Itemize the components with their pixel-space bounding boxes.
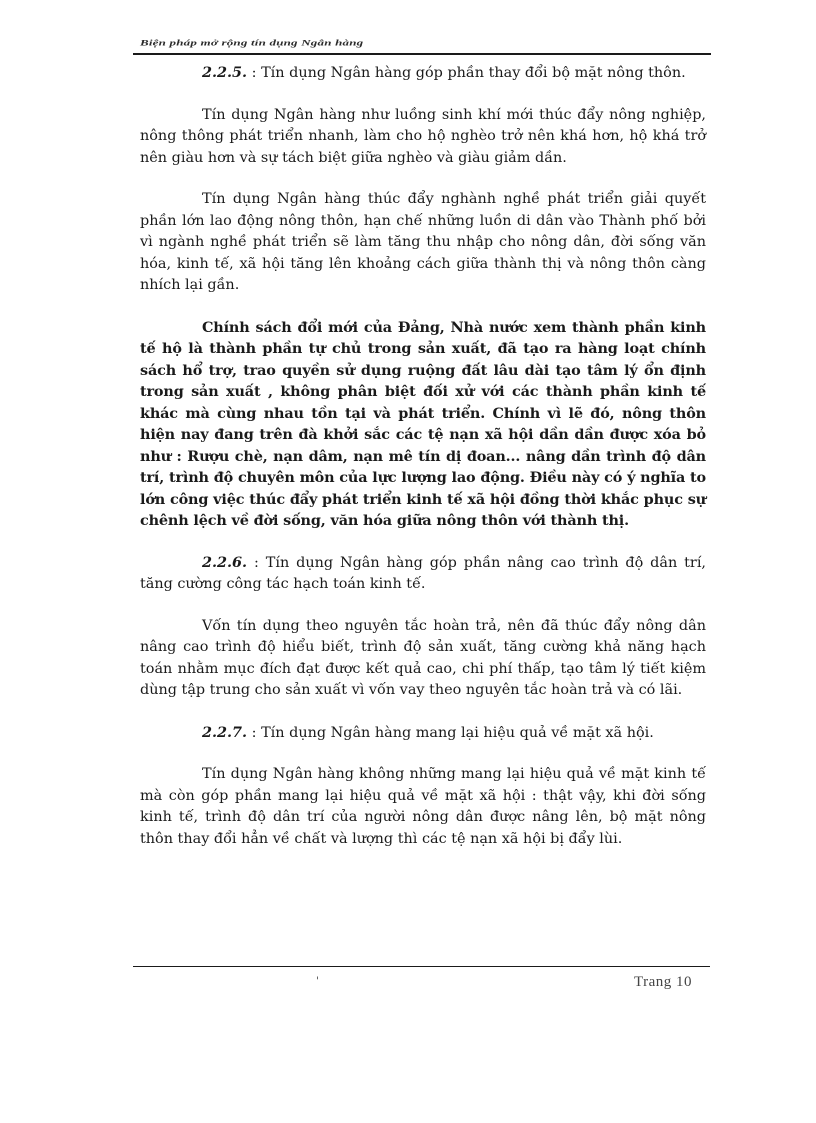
header-divider [133,53,711,55]
paragraph: Tín dụng Ngân hàng thúc đẩy nghành nghề phát triển giải quyết phần lớn lao động nông thôn, hạn chế những luồn di dân vào Thành phố bởi vì ngành nghề phát triển sẽ làm tăng thu nhập cho nông dân, đời sống văn hóa, kinh tế, xã hội tăng lên khoảng cách giữa thành thị và nông thôn càng nhích lại gần. [140,191,706,293]
section-heading-2-2-7 [140,722,706,745]
paragraph: Tín dụng Ngân hàng không những mang lại hiệu quả về mặt kinh tế mà còn góp phần mang lại hiệu quả về mặt xã hội : thật vậy, khi đời sống kinh tế, trình độ dân trí của người nông dân được nâng lên, bộ mặt nông thôn thay đổi hẳn về chất và lượng thì các tệ nạn xã hội bị đẩy lùi. [140,766,706,847]
section-title: : Tín dụng Ngân hàng góp phần nâng cao trình độ dân trí, tăng cường công tác hạch toán kinh tế. [140,554,706,592]
section-number: 2.2.5. [202,64,248,81]
page-number: Trang 10 [634,974,693,990]
paragraph: Chính sách đổi mới của Đảng, Nhà nước xem thành phần kinh tế hộ là thành phần tự chủ trong sản xuất, đã tạo ra hàng loạt chính sách hổ trợ, trao quyền sử dụng ruộng đất lâu dài tạo tâm lý ổn định trong sản xuất , không phân biệt đối xử với các thành phần kinh tế khác mà cùng nhau tồn tại và phát triển. Chính vì lẽ đó, nông thôn hiện nay đang trên đà khởi sắc các tệ nạn xã hội dần dần được xóa bỏ như : Rượu chè, nạn dâm, nạn mê tín dị đoan... nâng dần trình độ dân trí, trình độ chuyên môn của lực lượng lao động. Điều này có ý nghĩa to lớn công việc thúc đẩy phát triển kinh tế xã hội đồng thời khắc phục sự chênh lệch về đời sống, văn hóa giữa nông thôn với thành thị. [140,318,706,529]
section-heading-2-2-5 [140,62,706,85]
running-header: Biện pháp mở rộng tín dụng Ngân hàng [140,38,364,48]
section-title: : Tín dụng Ngân hàng mang lại hiệu quả về mặt xã hội. [247,724,654,741]
section-number: 2.2.7. [202,723,248,741]
section-title: : Tín dụng Ngân hàng góp phần thay đổi bộ mặt nông thôn. [247,65,686,81]
paragraph: Vốn tín dụng theo nguyên tắc hoàn trả, nên đã thúc đẩy nông dân nâng cao trình độ hiểu biết, trình độ sản xuất, tăng cường khả năng hạch toán nhằm mục đích đạt được kết quả cao, chi phí thấp, tạo tâm lý tiết kiệm dùng tập trung cho sản xuất vì vốn vay theo nguyên tắc hoàn trả và có lãi. [140,617,706,698]
paragraph: Tín dụng Ngân hàng như luồng sinh khí mới thúc đẩy nông nghiệp, nông thông phát triển nhanh, làm cho hộ nghèo trở nên khá hơn, hộ khá trở nên giàu hơn và sự tách biệt giữa nghèo và giàu giảm dần. [140,106,706,166]
section-heading-2-2-6 [140,552,706,596]
section-number: 2.2.6. [202,553,248,571]
footer-speck: ' [316,976,319,987]
page-body [140,62,706,870]
footer-divider [133,966,710,967]
